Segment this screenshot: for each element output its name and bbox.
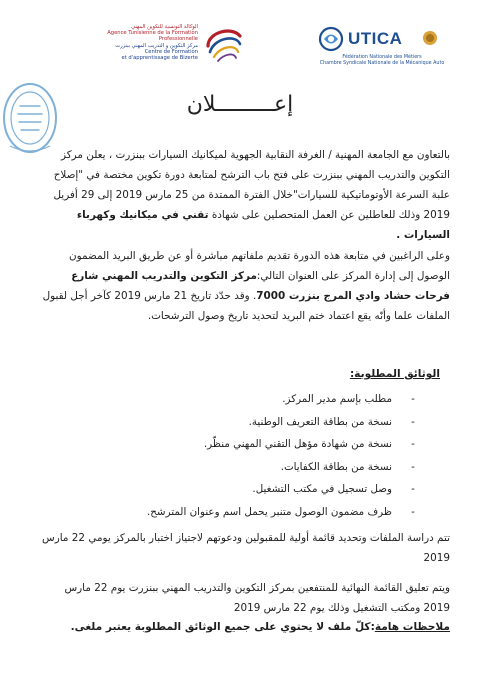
training-center-logo [86,22,266,78]
document-item-text: وصل تسجيل في مكتب التشغيل. [252,483,392,495]
application-paragraph [40,246,450,326]
deadline-text: . وقد حدّد تاريخ 21 مارس 2019 كآخر أجل لقبول الملفات علما وأنّه يقع اعتماد ختم البريد لتحديد تاريخ وصول الترشحات. [42,290,450,322]
list-item [147,388,420,411]
address-bold-text: مركز التكوين والتدريب المهني شارع فرحات حشاد وادي المرج بنزرت 7000 [71,270,450,302]
document-item-text: ظرف مضمون الوصول متنبر يحمل اسم وعنوان المترشح. [147,505,392,518]
list-item [147,411,420,434]
application-text: وعلى الراغبين في متابعة هذه الدورة تقديم ملفاتهم مباشرة أو عن طريق البريد المضمون الوصول إلى إدارة المركز على العنوان التالي: [69,250,450,282]
center-line-fr: Centre de Formation [144,48,198,55]
dash-bullet-icon: - [411,483,415,495]
selection-paragraph: تتم دراسة الملفات وتحديد قائمة أولية للمقبولين ودعوتهم لاجتياز اختبار بالمركز يومي 22 مارس 2019 [42,532,450,564]
dash-bullet-icon: - [411,438,415,450]
document-item-text: نسخة من شهادة مؤهل التقني المهني منظّر. [203,438,392,450]
list-item [147,456,420,479]
dash-bullet-icon: - [411,505,415,518]
list-item [147,501,420,524]
org-line-ar: الوكالة التونسية للتكوين المهني [131,24,198,30]
utica-tagline [318,55,446,67]
final-list-paragraph: ويتم تعليق القائمة النهائية للمنتفعين بمركز التكوين والتدريب المهني ببنزرت يوم 22 مارس 2019 ومكتب التشغيل وذلك يوم 22 مارس 2019 [64,582,450,614]
intro-text: بالتعاون مع الجامعة المهنية / الغرفة النقابية الجهوية لميكانيك السيارات ببنزرت ، يعلن مركز التكوين والتدريب المهني ببنزرت على فتح باب الترشح لمتابعة دورة تكوين مختصة في "إصلاح علبة السرعة الأوتوماتيكية للسيارات"خلال الفترة الممتدة من 25 مارس 2019 إلى 29 أفريل 2019 وذلك للعاطلين عن العمل المتحصلين على شهادة [53,149,450,221]
note-label: ملاحظات هامة [374,621,450,633]
document-item-text: نسخة من بطاقة الكفايات. [280,460,392,473]
atfp-swirl-icon [202,22,246,66]
announcement-title: إعـــــــــلان [186,92,294,117]
utica-line-2: Chambre Syndicale Nationale de la Mécanique Auto [319,61,445,66]
training-center-name [86,24,198,61]
org-line-fr: Agence Tunisienne de la Formation [107,30,198,37]
center-line-ar: مركز التكوين و التدريب المهني ببنزرت [115,42,198,49]
dash-bullet-icon: - [411,415,415,428]
utica-line-1: Fédération Nationale des Métiers [342,55,422,60]
medal-icon [422,30,438,46]
important-note [40,621,450,633]
org-line-fr: Professionnelle [158,36,198,43]
document-item-text: نسخة من بطاقة التعريف الوطنية. [248,415,392,428]
list-item [147,478,420,501]
utica-emblem-icon [318,26,344,52]
list-item [147,433,420,456]
document-item-text: مطلب بإسم مدير المركز. [282,393,392,405]
dash-bullet-icon: - [411,460,415,473]
note-text: :كلّ ملف لا يحتوي على جميع الوثائق المطلوبة يعتبر ملغى. [70,621,375,633]
utica-logo [318,24,448,76]
documents-heading: الوثائق المطلوبة: [349,368,440,380]
center-line-fr: et d'apprentissage de Bizerte [121,55,198,62]
intro-paragraph [40,145,450,245]
documents-list [147,388,420,523]
intro-bold-text: تقني في ميكانيك وكهرباء السيارات . [76,209,450,241]
dash-bullet-icon: - [411,393,415,405]
utica-name: UTICA [348,29,403,48]
